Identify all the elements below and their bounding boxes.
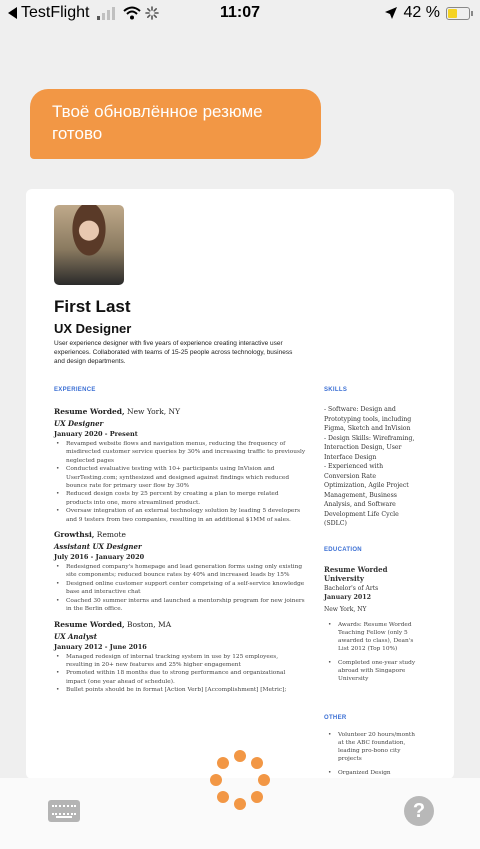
keyboard-icon[interactable] xyxy=(48,800,80,822)
experience-list xyxy=(54,407,306,701)
education-bullet: • Awards: Resume Worded Teaching Fellow (only 5 awarded to class), Dean's List 2012 (Top 10%) xyxy=(324,621,420,653)
education-bullet: • Completed one-year study abroad with Singapore University xyxy=(324,659,420,683)
profile-photo xyxy=(54,205,124,285)
back-app-label: TestFlight xyxy=(21,4,90,21)
job-bullet: • Designed online customer support center comprising of a self-service knowledge base and interactive chat xyxy=(54,580,306,597)
education-heading: EDUCATION xyxy=(324,547,362,553)
job-bullet: • Redesigned company's homepage and lead generation forms using only existing site components; reduced bounce rates by 40% and increased leads by 15% xyxy=(54,563,306,580)
job-title: UX Designer xyxy=(54,419,104,428)
experience-heading: EXPERIENCE xyxy=(54,387,96,393)
skills-text: - Software: Design and Prototyping tools, including Figma, Sketch and InVision - Design Skills: Wireframing, Interaction Design, User Interface Design - Experienced with Conversion Rate Optimization, Agile Project Management, Business Analysis, and Software Development Life Cycle (SDLC) xyxy=(324,406,415,527)
job-dates: January 2012 - June 2016 xyxy=(54,642,147,651)
job-dates: January 2020 - Present xyxy=(54,430,138,438)
battery-icon xyxy=(446,7,470,20)
battery-percent: 42 % xyxy=(403,4,440,21)
job-bullet: • Promoted within 18 months due to strong performance and organizational impact (one year ahead of schedule). xyxy=(54,669,306,686)
education-date: January 2012 xyxy=(324,594,371,601)
job-bullet: • Bullet points should be in format [Action Verb] [Accomplishment] [Metric]; xyxy=(54,686,306,694)
job-title: UX Analyst xyxy=(54,631,97,641)
status-bar xyxy=(0,0,480,28)
job-bullet: • Oversaw integration of an external technology solution by leading 5 developers and 9 testers from two companies, resulting in an additional $1MM of sales. xyxy=(54,507,306,524)
job-bullet: • Reduced design costs by 25 percent by creating a plan to merge related products into one, more streamlined product. xyxy=(54,490,306,507)
education-location: New York, NY xyxy=(324,606,367,613)
job-dates: July 2016 - January 2020 xyxy=(54,553,145,562)
job-bullet: • Managed redesign of internal tracking system in use by 125 employees, resulting in 20+ new features and 25% higher engagement xyxy=(54,653,306,670)
job-location: Remote xyxy=(94,530,126,540)
job-title: Assistant UX Designer xyxy=(54,542,142,552)
job-bullet: • Revamped website flows and navigation menus, reducing the frequency of misdirected customer service queries by 30% and increasing traffic to previously neglected pages xyxy=(54,440,306,465)
job-location: New York, NY xyxy=(124,407,181,416)
other-list xyxy=(324,731,420,779)
resume-preview[interactable] xyxy=(26,189,454,779)
job-org: Growthsi, xyxy=(54,530,95,540)
other-heading: OTHER xyxy=(324,715,347,721)
skills-heading: SKILLS xyxy=(324,387,348,393)
job-bullet: • Conducted evaluative testing with 10+ participants using InVision and UserTesting.com; synthesized and designed against findings which reduced bounce rate for primary user flow by 30% xyxy=(54,465,306,490)
clock: 11:07 xyxy=(219,4,261,21)
job-entry xyxy=(54,530,306,613)
job-entry xyxy=(54,620,306,695)
job-org: Resume Worded, xyxy=(54,407,125,416)
education-school: Resume Worded University xyxy=(324,565,388,583)
resume-summary: User experience designer with five years of experience creating interactive user experiences. Collaborated with teams of 15-25 people across technology, business and design departments. xyxy=(54,340,293,365)
job-entry xyxy=(54,407,306,524)
resume-name: First Last xyxy=(54,297,131,316)
job-location: Boston, MA xyxy=(124,619,172,629)
job-org: Resume Worded, xyxy=(54,619,125,629)
job-bullet: • Coached 30 summer interns and launched a mentorship program for new joiners in the Berlin office. xyxy=(54,597,306,614)
education-entry xyxy=(324,565,420,689)
other-bullet: • Organized Design xyxy=(324,769,420,777)
help-button[interactable]: ? xyxy=(404,796,434,826)
location-arrow-icon xyxy=(384,6,398,20)
resume-role: UX Designer xyxy=(54,321,132,336)
other-bullet: • Volunteer 20 hours/month at the ABC foundation, leading pro-bono city projects xyxy=(324,731,420,763)
loading-spinner-icon xyxy=(210,750,270,810)
chat-message-bubble: Твоё обновлённое резюме готово xyxy=(30,89,321,159)
education-degree: Bachelor's of Arts xyxy=(324,585,379,592)
